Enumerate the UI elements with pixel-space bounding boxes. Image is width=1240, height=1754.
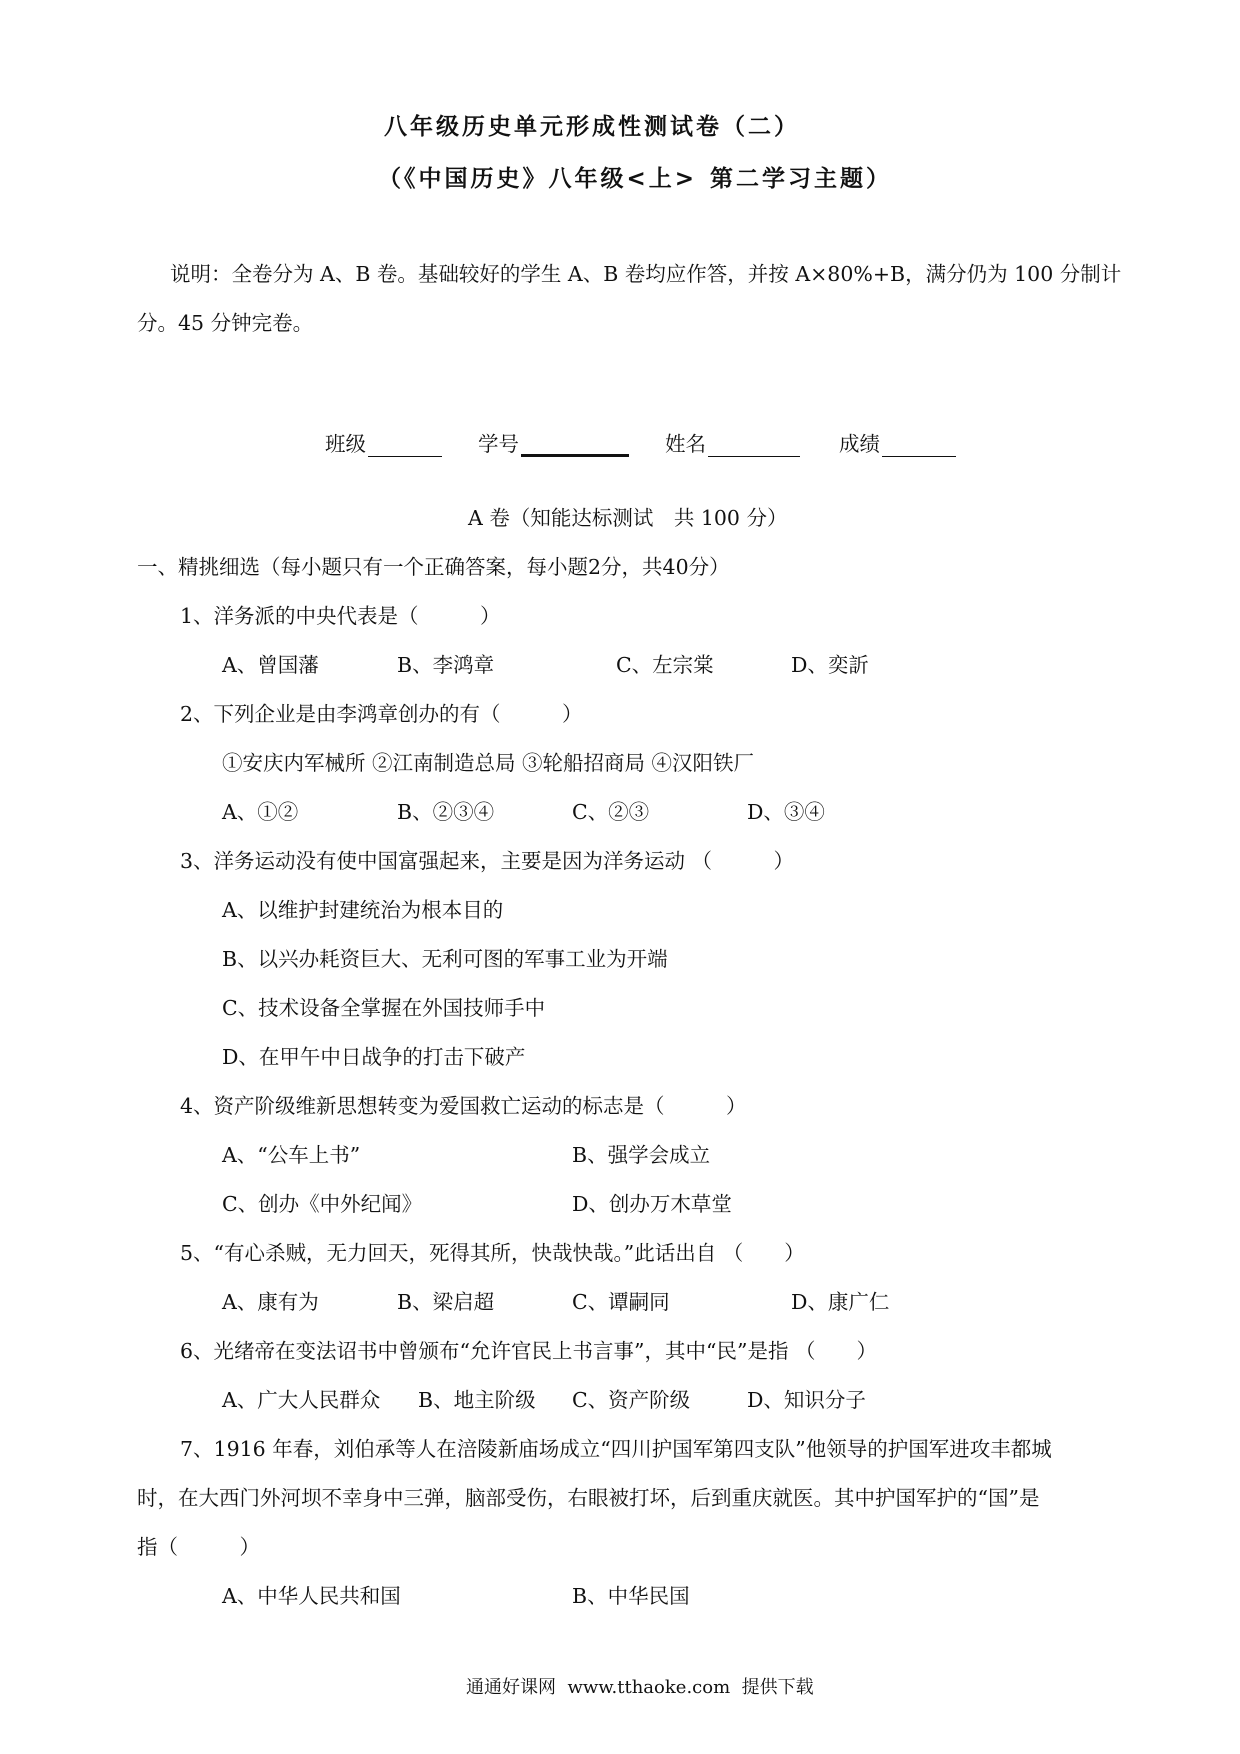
- question-5-option-b: B、梁启超: [397, 1290, 495, 1314]
- question-4-option-d: D、创办万木草堂: [572, 1192, 732, 1216]
- question-3-option-b: B、以兴办耗资巨大、无利可图的军事工业为开端: [222, 947, 668, 971]
- question-2-stem: 2、下列企业是由李鸿章创办的有（ ）: [180, 702, 583, 726]
- page-subtitle-right: 第二学习主题）: [710, 166, 892, 192]
- question-7-stem-line-2: 时，在大西门外河坝不幸身中三弹，脑部受伤，右眼被打坏，后到重庆就医。其中护国军护的“国”是: [137, 1486, 1040, 1510]
- question-5-option-d: D、康广仁: [791, 1290, 890, 1314]
- student-number-label: 学号: [478, 432, 520, 456]
- question-3-option-c: C、技术设备全掌握在外国技师手中: [222, 996, 546, 1020]
- question-2-option-c: C、②③: [572, 800, 650, 824]
- part-1-heading: 一、精挑细选（每小题只有一个正确答案，每小题2分，共40分）: [137, 555, 730, 579]
- score-blank[interactable]: [882, 434, 956, 457]
- question-4-option-a: A、“公车上书”: [222, 1143, 361, 1167]
- student-number-blank[interactable]: [521, 432, 629, 457]
- question-1-option-c: C、左宗棠: [616, 653, 714, 677]
- score-label: 成绩: [839, 432, 881, 456]
- question-2-items: ①安庆内军械所 ②江南制造总局 ③轮船招商局 ④汉阳铁厂: [222, 751, 755, 775]
- question-2-option-d: D、③④: [747, 800, 825, 824]
- question-7-option-b: B、中华民国: [572, 1584, 690, 1608]
- name-blank[interactable]: [708, 434, 800, 457]
- question-4-option-b: B、强学会成立: [572, 1143, 711, 1167]
- class-label: 班级: [325, 432, 367, 456]
- question-6-option-d: D、知识分子: [747, 1388, 866, 1412]
- question-6-option-c: C、资产阶级: [572, 1388, 691, 1412]
- question-6-option-a: A、广大人民群众: [222, 1388, 381, 1412]
- name-field[interactable]: [652, 403, 800, 457]
- page-subtitle-left: （《中国历史》八年级<上>: [378, 166, 698, 192]
- question-4-option-c: C、创办《中外纪闻》: [222, 1192, 423, 1216]
- class-field[interactable]: [312, 403, 442, 457]
- question-5-option-a: A、康有为: [222, 1290, 319, 1314]
- question-3-stem: 3、洋务运动没有使中国富强起来，主要是因为洋务运动 （ ）: [180, 849, 795, 873]
- student-number-field[interactable]: [465, 403, 629, 457]
- class-blank[interactable]: [368, 434, 442, 457]
- question-6-stem: 6、光绪帝在变法诏书中曾颁布“允许官民上书言事”，其中“民”是指 （ ）: [180, 1339, 877, 1363]
- question-7-stem-line-1: 7、1916 年春，刘伯承等人在涪陵新庙场成立“四川护国军第四支队”他领导的护国军进攻丰都城: [180, 1437, 1052, 1461]
- instructions-line-1: 说明：全卷分为 A、B 卷。基础较好的学生 A、B 卷均应作答，并按 A×80%+B，满分仍为 100 分制计: [170, 262, 1122, 286]
- question-1-option-d: D、奕訢: [791, 653, 869, 677]
- name-label: 姓名: [665, 432, 707, 456]
- question-4-stem: 4、资产阶级维新思想转变为爱国救亡运动的标志是（ ）: [180, 1094, 747, 1118]
- question-6-option-b: B、地主阶级: [418, 1388, 536, 1412]
- question-2-option-b: B、②③④: [397, 800, 495, 824]
- question-1-option-a: A、曾国藩: [222, 653, 319, 677]
- instructions-line-2: 分。45 分钟完卷。: [137, 311, 314, 335]
- question-1-option-b: B、李鸿章: [397, 653, 495, 677]
- page-title: 八年级历史单元形成性测试卷（二）: [384, 114, 800, 140]
- question-5-stem: 5、“有心杀贼，无力回天，死得其所，快哉快哉。”此话出自 （ ）: [180, 1241, 805, 1265]
- question-1-stem: 1、洋务派的中央代表是（ ）: [180, 604, 501, 628]
- question-5-option-c: C、谭嗣同: [572, 1290, 670, 1314]
- question-2-option-a: A、①②: [222, 800, 299, 824]
- question-3-option-d: D、在甲午中日战争的打击下破产: [222, 1045, 526, 1069]
- question-7-option-a: A、中华人民共和国: [222, 1584, 401, 1608]
- section-a-heading: A 卷（知能达标测试 共 100 分）: [468, 506, 788, 530]
- page-footer: 通通好课网 www.tthaoke.com 提供下载: [466, 1677, 814, 1698]
- question-3-option-a: A、以维护封建统治为根本目的: [222, 898, 504, 922]
- score-field[interactable]: [826, 403, 956, 457]
- question-7-stem-line-3: 指（ ）: [137, 1535, 260, 1559]
